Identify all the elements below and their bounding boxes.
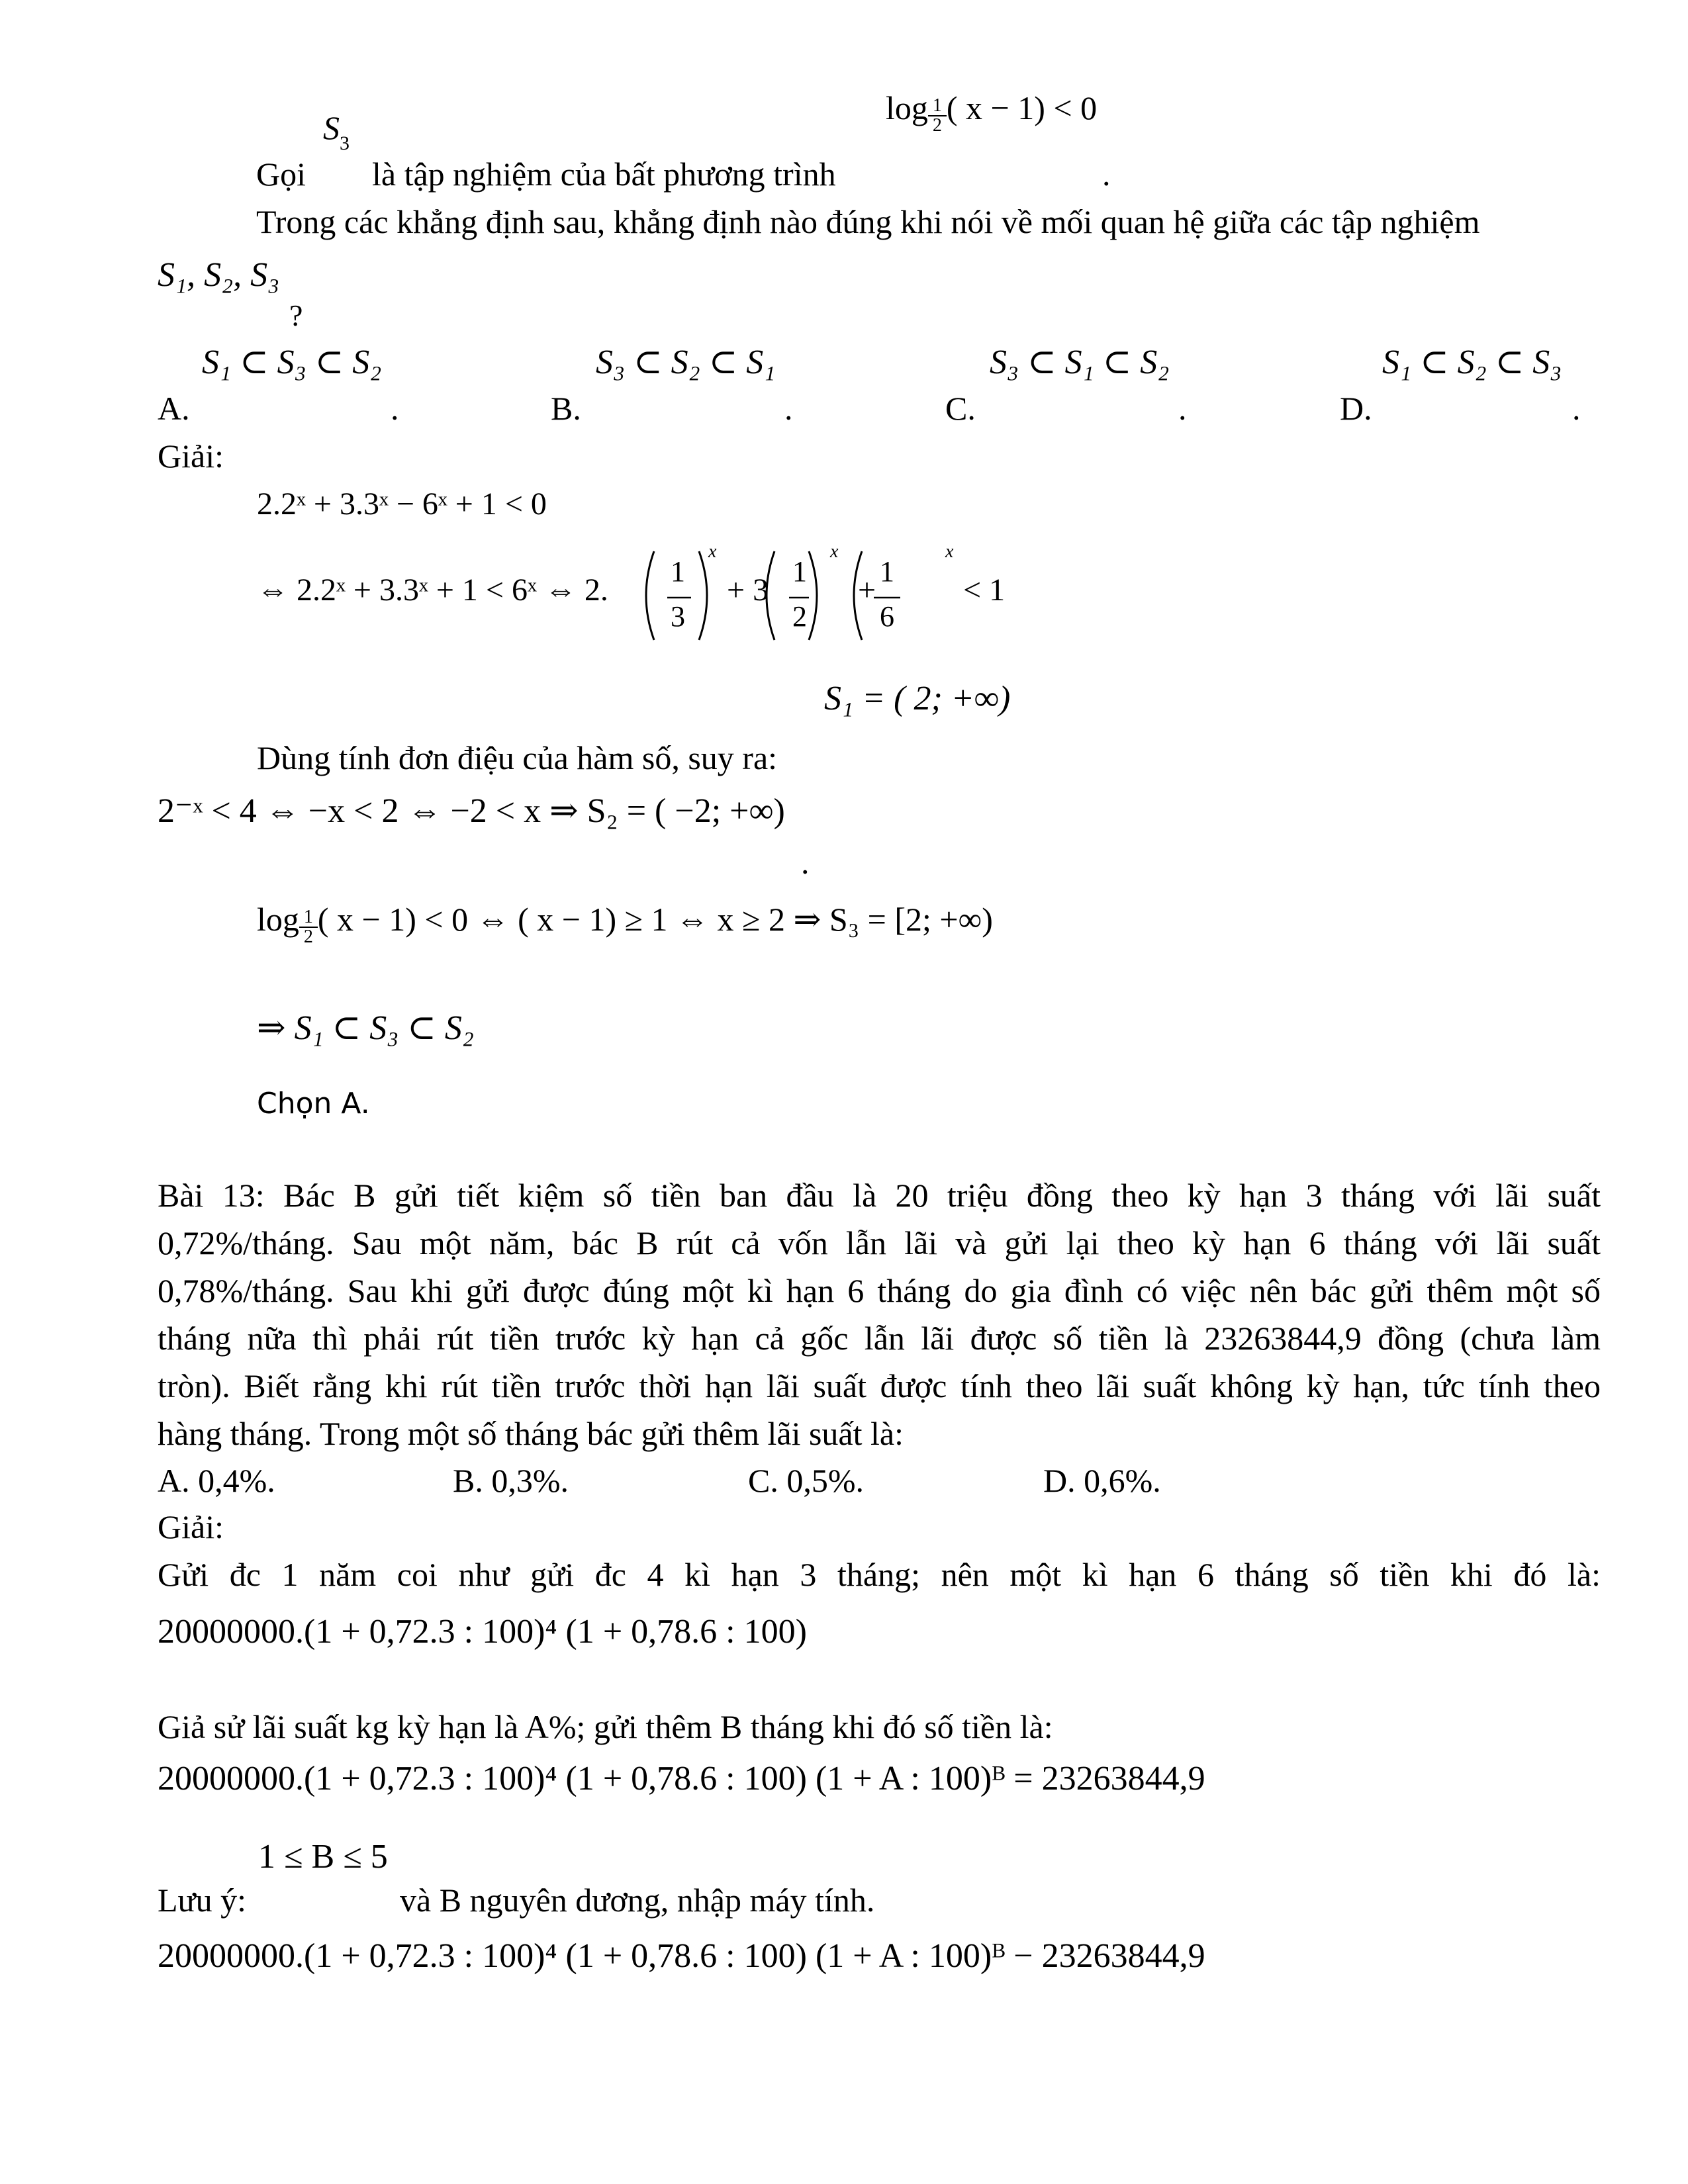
question-mark: ? xyxy=(289,298,303,332)
option-b-expr[interactable]: S₃ ⊂ S₂ ⊂ S₁ xyxy=(596,343,776,381)
goi-text: là tập nghiệm của bất phương trình xyxy=(372,156,836,193)
option-c-expr[interactable]: S₃ ⊂ S₁ ⊂ S₂ xyxy=(990,343,1170,381)
monotonic-note: Dùng tính đơn điệu của hàm số, suy ra: xyxy=(257,739,778,776)
eq2-frac1-num: 1 xyxy=(671,555,685,588)
top-log-inequality: log $\frac{1}{2}$ ( x − 1) < 0 xyxy=(886,89,1098,136)
eq2-plus: + xyxy=(858,572,876,608)
eq2-exp1: x xyxy=(708,541,717,562)
problem13-line: hàng tháng. Trong một số tháng bác gửi thêm lãi suất là: xyxy=(158,1415,904,1452)
eq2-frac1-den: 3 xyxy=(671,600,685,633)
eq2-frac2-den: 2 xyxy=(792,600,807,633)
solution13-line1: Gửi đc 1 năm coi như gửi đc 4 kì hạn 3 tháng; nên một kì hạn 6 tháng số tiền khi đó là: xyxy=(158,1556,1601,1593)
solution13-formula2: 20000000.(1 + 0,72.3 : 100)⁴ (1 + 0,78.6 : 100) (1 + A : 100)ᴮ = 23263844,9 xyxy=(158,1760,1205,1797)
solution1-eq1: 2.2ˣ + 3.3ˣ − 6ˣ + 1 < 0 xyxy=(257,486,547,522)
problem13-line: 0,78%/tháng. Sau khi gửi được đúng một kì hạn 6 tháng do gia đình có việc nên bác gửi thêm một số xyxy=(158,1272,1601,1309)
sets-list: S₁, S₂, S₃ xyxy=(158,256,280,294)
eq2-plus3: + 3 xyxy=(727,572,769,608)
solution13-formula3: 20000000.(1 + 0,72.3 : 100)⁴ (1 + 0,78.6 : 100) (1 + A : 100)ᴮ − 23263844,9 xyxy=(158,1937,1205,1975)
eq2-frac3-num: 1 xyxy=(880,555,894,588)
option-b-letter[interactable]: B. xyxy=(551,390,581,427)
problem13-option-a[interactable]: A. 0,4%. xyxy=(158,1462,275,1499)
question-text: Trong các khẳng định sau, khẳng định nào đúng khi nói về mối quan hệ giữa các tập nghiệm xyxy=(256,203,1480,240)
problem13-option-d[interactable]: D. 0,6%. xyxy=(1043,1462,1161,1499)
log-base-num: 1 xyxy=(932,95,942,116)
option-a-dot: . xyxy=(391,390,399,427)
problem13-text xyxy=(158,1171,1601,1457)
solution13-range: 1 ≤ B ≤ 5 xyxy=(258,1838,388,1876)
eq2-exp3: x xyxy=(945,541,954,562)
option-a-expr[interactable]: S₁ ⊂ S₃ ⊂ S₂ xyxy=(202,343,382,381)
option-d-expr[interactable]: S₁ ⊂ S₂ ⊂ S₃ xyxy=(1382,343,1562,381)
eq4-base-num: 1 xyxy=(303,907,313,927)
solution13-note-label: Lưu ý: xyxy=(158,1882,247,1919)
eq4-base-den: 2 xyxy=(299,927,318,946)
eq2-frac3-den: 6 xyxy=(880,600,894,633)
solution13-note-text: và B nguyên dương, nhập máy tính. xyxy=(400,1882,875,1919)
solution1-eq2-left: ⇔ 2.2ˣ + 3.3ˣ + 1 < 6ˣ ⇔ 2. xyxy=(257,572,608,608)
goi-word: Gọi xyxy=(256,156,306,193)
solution1-eq4: log $\frac{1}{2}$ ( x − 1) < 0 ⇔ ( x − 1) ≥ 1 ⇔ x ≥ 2 ⇒ S₃ = [2; +∞) xyxy=(257,901,993,947)
solution1-heading: Giải: xyxy=(158,437,224,475)
solution1-eq3-dot: . xyxy=(801,844,810,881)
option-d-dot: . xyxy=(1572,390,1581,427)
eq2-exp2: x xyxy=(830,541,839,562)
option-a-letter[interactable]: A. xyxy=(158,390,190,427)
solution1-eq3: 2⁻ˣ < 4 ⇔ −x < 2 ⇔ −2 < x ⇒ S₂ = ( −2; +∞) xyxy=(158,792,785,830)
option-d-letter[interactable]: D. xyxy=(1340,390,1372,427)
eq2-frac2-num: 1 xyxy=(792,555,807,588)
option-b-dot: . xyxy=(784,390,793,427)
problem13-line: tháng nữa thì phải rút tiền trước kỳ hạn cả gốc lẫn lãi được số tiền là 23263844,9 đồng (chưa làm xyxy=(158,1320,1601,1357)
log-base-den: 2 xyxy=(928,115,947,135)
option-c-letter[interactable]: C. xyxy=(945,390,976,427)
solution13-heading: Giải: xyxy=(158,1508,224,1545)
problem13-line: tròn). Biết rằng khi rút tiền trước thời hạn lãi suất được tính theo lãi suất không kỳ hạn, tức tính theo xyxy=(158,1367,1601,1404)
problem13-option-c[interactable]: C. 0,5%. xyxy=(748,1462,864,1499)
s3-label: $S_3$ xyxy=(323,109,350,154)
problem13-line: 0,72%/tháng. Sau một năm, bác B rút cả vốn lẫn lãi và gửi lại theo kỳ hạn 6 tháng với lãi suất xyxy=(158,1224,1601,1261)
solution13-formula1: 20000000.(1 + 0,72.3 : 100)⁴ (1 + 0,78.6 : 100) xyxy=(158,1613,807,1651)
eq2-rhs: < 1 xyxy=(963,572,1006,608)
choose-answer: Chọn A. xyxy=(257,1087,370,1120)
goi-dot: . xyxy=(1102,156,1111,193)
option-c-dot: . xyxy=(1178,390,1187,427)
solution13-line2: Giả sử lãi suất kg kỳ hạn là A%; gửi thêm B tháng khi đó số tiền là: xyxy=(158,1708,1053,1745)
problem13-option-b[interactable]: B. 0,3%. xyxy=(453,1462,569,1499)
solution1-eq5: ⇒ S₁ ⊂ S₃ ⊂ S₂ xyxy=(257,1009,474,1047)
s1-result: S₁ = ( 2; +∞) xyxy=(824,680,1011,717)
problem13-line: Bài 13: Bác B gửi tiết kiệm số tiền ban đầu là 20 triệu đồng theo kỳ hạn 3 tháng với lãi suất xyxy=(158,1177,1601,1214)
